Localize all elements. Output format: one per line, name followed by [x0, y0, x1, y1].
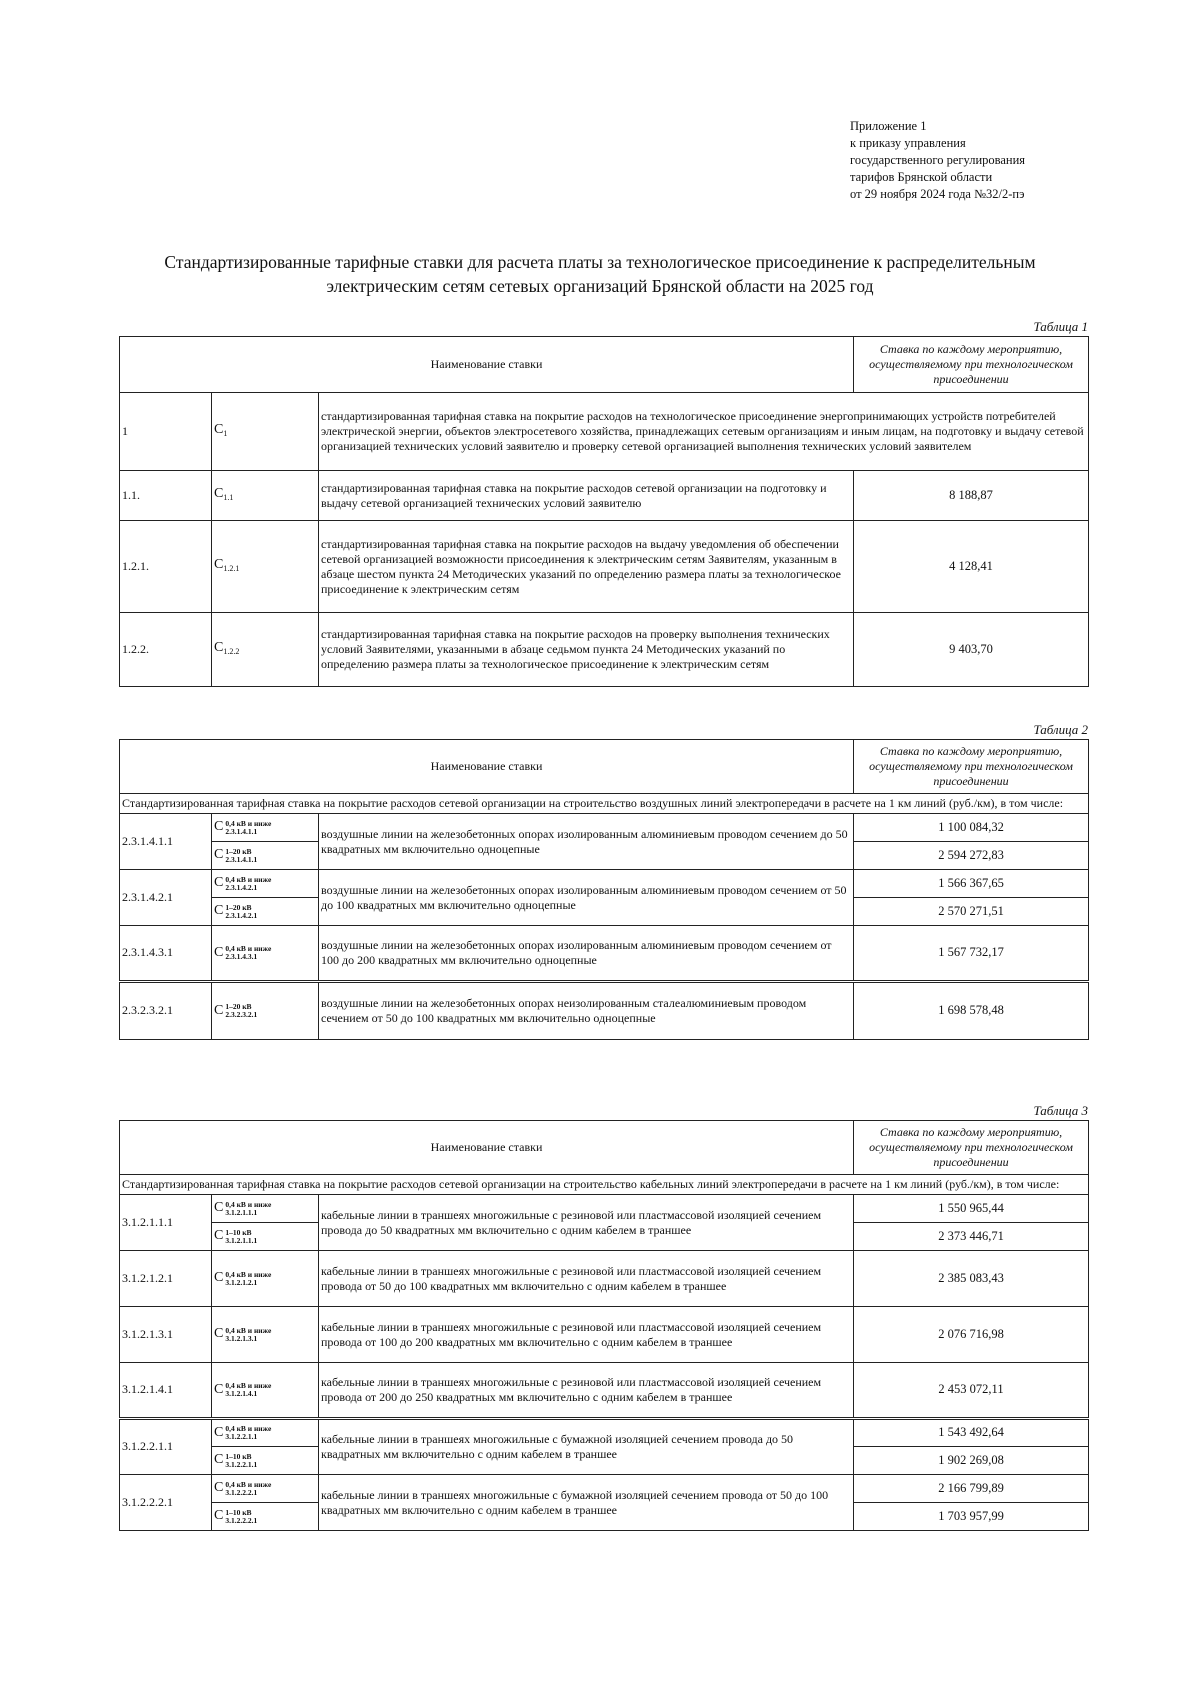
rate-header: Ставка по каждому мероприятию, осуществляемому при технологическом присоединении	[854, 337, 1089, 393]
voltage-label: 0,4 кВ и ниже	[225, 1199, 272, 1209]
rate-header: Ставка по каждому мероприятию, осуществляемому при технологическом присоединении	[854, 1121, 1089, 1175]
symbol-letter: C	[214, 903, 224, 919]
index-label: 3.1.2.2.2.1	[225, 1487, 258, 1497]
rate-symbol	[212, 521, 319, 613]
rate-symbol	[212, 870, 319, 898]
rate-description: воздушные линии на железобетонных опорах изолированным алюминиевым проводом сечением от 100 до 200 квадратных мм включительно одноцепные	[319, 926, 854, 982]
rate-value: 2 076 716,98	[854, 1307, 1089, 1363]
rate-value: 1 566 367,65	[854, 870, 1089, 898]
rate-symbol	[212, 898, 319, 926]
voltage-label: 0,4 кВ и ниже	[225, 1325, 272, 1335]
table-row	[120, 870, 1089, 898]
rate-description: стандартизированная тарифная ставка на покрытие расходов на выдачу уведомления об обеспечении сетевой организацией возможности присоединения к электрическим сетям Заявителям, указанным в абзаце шестом пункта 24 Методических указаний по определению размера платы за технологическое присоединение к электрическим сетям	[319, 521, 854, 613]
appendix-line: государственного регулирования	[850, 153, 1026, 167]
rate-value: 1 100 084,32	[854, 814, 1089, 842]
title-line: Стандартизированные тарифные ставки для расчета платы за технологическое присоединение к распределительным	[164, 252, 1036, 272]
index-label: 3.1.2.2.1.1	[225, 1459, 258, 1469]
index-label: 2.3.1.4.2.1	[225, 910, 258, 920]
rate-value: 1 543 492,64	[854, 1419, 1089, 1447]
rate-symbol	[212, 982, 319, 1040]
voltage-label: 1–20 кВ	[225, 1002, 252, 1012]
symbol-index	[225, 1271, 271, 1287]
table-row	[120, 1195, 1089, 1223]
rate-value: 1 550 965,44	[854, 1195, 1089, 1223]
voltage-label: 0,4 кВ и ниже	[225, 1381, 272, 1391]
index-label: 3.1.2.2.1.1	[225, 1432, 258, 1442]
table-row	[120, 1363, 1089, 1419]
symbol-letter: C	[214, 421, 224, 437]
symbol-letter: C	[214, 1200, 224, 1216]
symbol-index	[225, 1509, 257, 1525]
table-row	[120, 613, 1089, 687]
rate-description: кабельные линии в траншеях многожильные с бумажной изоляцией сечением провода до 50 квадратных мм включительно с одним кабелем в траншее	[319, 1419, 854, 1475]
symbol-letter: C	[214, 639, 224, 655]
voltage-label: 0,4 кВ и ниже	[225, 1269, 272, 1279]
document-title	[120, 250, 1080, 298]
rate-value: 9 403,70	[854, 613, 1089, 687]
symbol-letter: C	[214, 1270, 224, 1286]
symbol-subscript: 1.1	[223, 492, 234, 502]
symbol-index	[225, 945, 271, 961]
table2-section-title: Стандартизированная тарифная ставка на покрытие расходов сетевой организации на строительство воздушных линий электропередачи в расчете на 1 км линий (руб./км), в том числе:	[120, 794, 1089, 814]
name-header: Наименование ставки	[120, 337, 854, 393]
index-label: 3.1.2.1.2.1	[225, 1277, 258, 1287]
voltage-label: 0,4 кВ и ниже	[225, 1479, 272, 1489]
symbol-letter: C	[214, 819, 224, 835]
voltage-label: 0,4 кВ и ниже	[225, 944, 272, 954]
rate-value: 1 698 578,48	[854, 982, 1089, 1040]
table-row	[120, 1419, 1089, 1447]
rate-description: кабельные линии в траншеях многожильные с резиновой или пластмассовой изоляцией сечением провода до 50 квадратных мм включительно с одним кабелем в траншее	[319, 1195, 854, 1251]
symbol-subscript: 1.2.1	[223, 563, 240, 573]
symbol-letter: C	[214, 556, 224, 572]
symbol-letter: C	[214, 875, 224, 891]
index-label: 3.1.2.1.4.1	[225, 1389, 258, 1399]
rate-value: 1 703 957,99	[854, 1503, 1089, 1531]
symbol-letter: C	[214, 1508, 224, 1524]
rate-value: 2 373 446,71	[854, 1223, 1089, 1251]
symbol-letter: C	[214, 944, 224, 960]
voltage-label: 0,4 кВ и ниже	[225, 1424, 272, 1434]
table1	[119, 336, 1089, 687]
table-row	[120, 1251, 1089, 1307]
symbol-letter: C	[214, 1480, 224, 1496]
rate-symbol	[212, 471, 319, 521]
table-row	[120, 521, 1089, 613]
symbol-index	[225, 904, 257, 920]
rate-symbol	[212, 814, 319, 842]
rate-description: воздушные линии на железобетонных опорах изолированным алюминиевым проводом сечением до 50 квадратных мм включительно одноцепные	[319, 814, 854, 870]
table3	[119, 1120, 1089, 1531]
rate-code: 2.3.1.4.1.1	[120, 814, 212, 870]
rate-symbol	[212, 1447, 319, 1475]
voltage-label: 0,4 кВ и ниже	[225, 874, 272, 884]
table-row	[120, 1475, 1089, 1503]
rate-symbol	[212, 842, 319, 870]
index-label: 3.1.2.1.1.1	[225, 1207, 258, 1217]
rate-symbol	[212, 1503, 319, 1531]
name-header: Наименование ставки	[120, 740, 854, 794]
rate-code: 2.3.2.3.2.1	[120, 982, 212, 1040]
rate-description: кабельные линии в траншеях многожильные с бумажной изоляцией сечением провода от 50 до 100 квадратных мм включительно с одним кабелем в траншее	[319, 1475, 854, 1531]
rate-value: 2 385 083,43	[854, 1251, 1089, 1307]
index-label: 2.3.2.3.2.1	[225, 1010, 258, 1020]
symbol-index	[225, 1003, 257, 1019]
symbol-index	[225, 1229, 257, 1245]
rate-value: 2 594 272,83	[854, 842, 1089, 870]
rate-code: 3.1.2.2.2.1	[120, 1475, 212, 1531]
rate-value: 8 188,87	[854, 471, 1089, 521]
appendix-line: от 29 ноября 2024 года №32/2-пэ	[850, 187, 1025, 201]
symbol-index	[225, 1327, 271, 1343]
symbol-letter: C	[214, 847, 224, 863]
table-row	[120, 982, 1089, 1040]
appendix-line: тарифов Брянской области	[850, 170, 993, 184]
rate-value: 1 567 732,17	[854, 926, 1089, 982]
index-label: 3.1.2.1.3.1	[225, 1333, 258, 1343]
table3-section-title: Стандартизированная тарифная ставка на покрытие расходов сетевой организации на строительство кабельных линий электропередачи в расчете на 1 км линий (руб./км), в том числе:	[120, 1175, 1089, 1195]
table-row	[120, 926, 1089, 982]
rate-code: 3.1.2.1.4.1	[120, 1363, 212, 1419]
voltage-label: 1–10 кВ	[225, 1451, 252, 1461]
table-row	[120, 393, 1089, 471]
index-label: 3.1.2.2.2.1	[225, 1515, 258, 1525]
rate-value: 4 128,41	[854, 521, 1089, 613]
rate-code: 3.1.2.1.2.1	[120, 1251, 212, 1307]
rate-code: 3.1.2.2.1.1	[120, 1419, 212, 1475]
index-label: 2.3.1.4.3.1	[225, 952, 258, 962]
rate-description: кабельные линии в траншеях многожильные с резиновой или пластмассовой изоляцией сечением провода от 200 до 250 квадратных мм включительно с одним кабелем в траншее	[319, 1363, 854, 1419]
rate-symbol	[212, 1363, 319, 1419]
voltage-label: 1–10 кВ	[225, 1227, 252, 1237]
rate-description: воздушные линии на железобетонных опорах изолированным алюминиевым проводом сечением от 50 до 100 квадратных мм включительно одноцепные	[319, 870, 854, 926]
table-row	[120, 814, 1089, 842]
title-line: электрическим сетям сетевых организаций Брянской области на 2025 год	[326, 276, 874, 296]
rate-code: 1.2.1.	[120, 521, 212, 613]
rate-symbol	[212, 1195, 319, 1223]
table2	[119, 739, 1089, 1040]
rate-code: 2.3.1.4.3.1	[120, 926, 212, 982]
voltage-label: 1–20 кВ	[225, 902, 252, 912]
voltage-label: 0,4 кВ и ниже	[225, 818, 272, 828]
rate-value: 2 453 072,11	[854, 1363, 1089, 1419]
symbol-letter: C	[214, 1326, 224, 1342]
index-label: 2.3.1.4.1.1	[225, 854, 258, 864]
symbol-subscript: 1.2.2	[223, 646, 240, 656]
symbol-index	[225, 1481, 271, 1497]
symbol-index	[225, 1425, 271, 1441]
appendix-block	[850, 118, 1025, 203]
table1-caption: Таблица 1	[1033, 319, 1088, 334]
symbol-subscript: 1	[223, 428, 228, 438]
symbol-letter: C	[214, 1452, 224, 1468]
rate-symbol	[212, 1307, 319, 1363]
rate-value: 2 166 799,89	[854, 1475, 1089, 1503]
symbol-index	[225, 1201, 271, 1217]
voltage-label: 1–10 кВ	[225, 1507, 252, 1517]
symbol-letter: C	[214, 1228, 224, 1244]
rate-description: стандартизированная тарифная ставка на покрытие расходов на технологическое присоединение энергопринимающих устройств потребителей электрической энергии, объектов электросетевого хозяйства, принадлежащих сетевым организациям и иным лицам, на подготовку и выдачу сетевой организацией технических условий заявителю и проверку сетевой организацией выполнения технических условий заявителем	[319, 393, 1089, 471]
appendix-line: Приложение 1	[850, 119, 927, 133]
rate-symbol	[212, 926, 319, 982]
rate-description: стандартизированная тарифная ставка на покрытие расходов сетевой организации на подготовку и выдачу сетевой организацией технических условий заявителю	[319, 471, 854, 521]
rate-description: воздушные линии на железобетонных опорах неизолированным сталеалюминиевым проводом сечением от 50 до 100 квадратных мм включительно одноцепные	[319, 982, 854, 1040]
rate-code: 3.1.2.1.1.1	[120, 1195, 212, 1251]
voltage-label: 1–20 кВ	[225, 846, 252, 856]
rate-symbol	[212, 613, 319, 687]
symbol-letter: C	[214, 1002, 224, 1018]
rate-symbol	[212, 1419, 319, 1447]
symbol-index	[225, 848, 257, 864]
rate-description: кабельные линии в траншеях многожильные с резиновой или пластмассовой изоляцией сечением провода от 100 до 200 квадратных мм включительно с одним кабелем в траншее	[319, 1307, 854, 1363]
rate-code: 1	[120, 393, 212, 471]
rate-value: 2 570 271,51	[854, 898, 1089, 926]
symbol-letter: C	[214, 1381, 224, 1397]
rate-symbol	[212, 1251, 319, 1307]
symbol-index	[225, 1382, 271, 1398]
rate-symbol	[212, 393, 319, 471]
table2-caption: Таблица 2	[1033, 722, 1088, 737]
symbol-letter: C	[214, 1424, 224, 1440]
table-row	[120, 471, 1089, 521]
symbol-index	[225, 820, 271, 836]
rate-code: 3.1.2.1.3.1	[120, 1307, 212, 1363]
index-label: 2.3.1.4.2.1	[225, 882, 258, 892]
index-label: 3.1.2.1.1.1	[225, 1235, 258, 1245]
rate-symbol	[212, 1223, 319, 1251]
rate-header: Ставка по каждому мероприятию, осуществляемому при технологическом присоединении	[854, 740, 1089, 794]
rate-value: 1 902 269,08	[854, 1447, 1089, 1475]
rate-description: стандартизированная тарифная ставка на покрытие расходов на проверку выполнения технических условий Заявителями, указанными в абзаце седьмом пункта 24 Методических указаний по определению размера платы за технологическое присоединение к электрическим сетям	[319, 613, 854, 687]
rate-description: кабельные линии в траншеях многожильные с резиновой или пластмассовой изоляцией сечением провода от 50 до 100 квадратных мм включительно с одним кабелем в траншее	[319, 1251, 854, 1307]
table-row	[120, 1307, 1089, 1363]
table3-caption: Таблица 3	[1033, 1103, 1088, 1118]
symbol-letter: C	[214, 485, 224, 501]
index-label: 2.3.1.4.1.1	[225, 826, 258, 836]
appendix-line: к приказу управления	[850, 136, 966, 150]
symbol-index	[225, 876, 271, 892]
rate-symbol	[212, 1475, 319, 1503]
name-header: Наименование ставки	[120, 1121, 854, 1175]
rate-code: 1.1.	[120, 471, 212, 521]
rate-code: 2.3.1.4.2.1	[120, 870, 212, 926]
rate-code: 1.2.2.	[120, 613, 212, 687]
symbol-index	[225, 1453, 257, 1469]
